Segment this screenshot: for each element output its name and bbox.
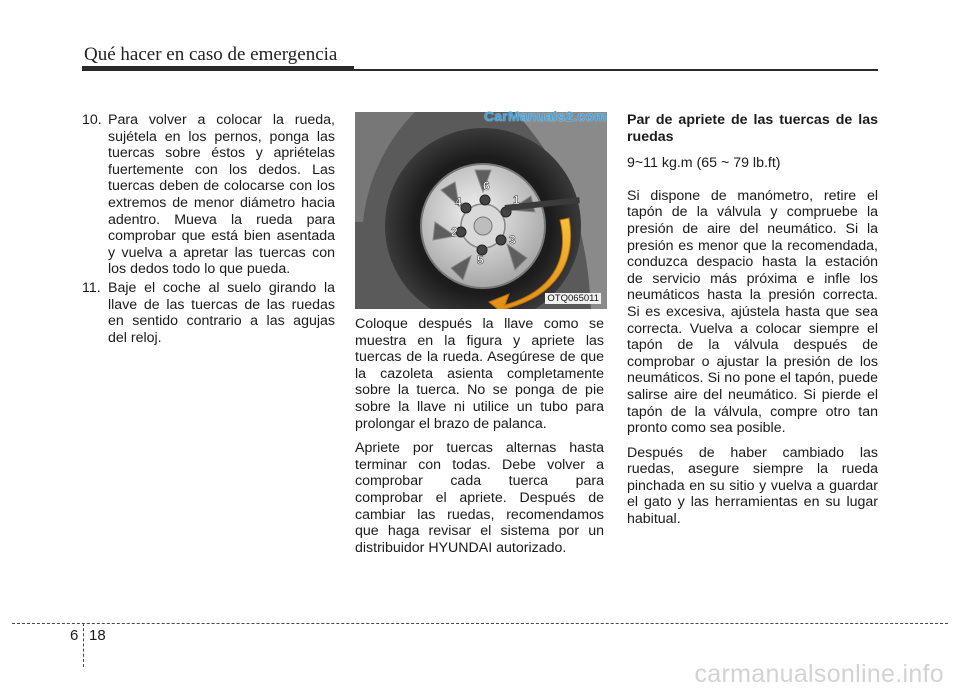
nut-label-1: 1 [513,193,520,207]
figure-watermark: CarManuals2.com [484,108,607,124]
section-heading: Par de apriete de las tuercas de las ruedas [627,112,878,145]
chapter-number: 6 [70,627,79,644]
footer-divider [12,623,948,624]
step-11 [82,280,335,346]
page-header-title: Qué hacer en caso de emergencia [84,44,338,65]
step-number: 10. [82,112,102,128]
middle-column [355,316,604,564]
wheel-nut-tightening-figure [355,112,607,309]
nut-label-6: 6 [483,179,490,193]
figure-code: OTQ065011 [547,293,599,304]
paragraph: Coloque después la llave como se muestra en la figura y apriete las tuercas de la rueda. Asegúrese de que la cazoleta asienta completamente sobre la tuerca. No se ponga de pie sobre la llave ni utilice un tubo para prolongar el brazo de palanca. [355,316,604,432]
nut-label-3: 3 [509,233,516,247]
nut-label-4: 4 [455,195,462,209]
nut-label-2: 2 [451,225,458,239]
torque-value: 9~11 kg.m (65 ~ 79 lb.ft) [627,155,781,172]
footer-watermark: carmanualsonline.info [694,660,944,688]
paragraph: Si dispone de manómetro, retire el tapón de la válvula y compruebe la presión de aire del neumático. Si la presión es menor que la recomendada, conduzca despacio hasta la estación de servicio más próxima e infle los neumáticos hasta la presión correcta. Si es excesiva, ajústela hasta que sea correcta. Vuelva a colocar siempre el tapón de la válvula después de comprobar o ajustar la presión de los neumáticos. Si no pone el tapón, puede salirse aire del neumático. Si pierde el tapón de la válvula, compre otro tan pronto como sea posible. [627,187,878,437]
header-rule-thick [82,66,354,71]
step-text: Baje el coche al suelo girando la llave de las tuercas de las ruedas en sentido contrario a las agujas del reloj. [108,279,335,346]
header-rule-thin [354,69,878,71]
right-column [627,112,878,536]
step-text: Para volver a colocar la rueda, sujétela en los pernos, ponga las tuercas sobre éstos y apriételas fuertemente con los dedos. Las tuercas deben de colocarse con los extremos de menor diámetro hacia adentro. Mueva la rueda para comprobar que está bien asentada y vuelva a apretar las tuercas con los dedos todo lo que pueda. [108,112,335,278]
paragraph: Apriete por tuercas alternas hasta terminar con todas. Debe volver a comprobar cada tuerca para comprobar el apriete. Después de cambiar las ruedas, recomendamos que haga revisar el sistema por un distribuidor HYUNDAI autorizado. [355,440,604,556]
lug-nut-3 [496,235,506,245]
footer-vertical-divider [83,623,84,667]
lug-nut-6 [480,195,490,205]
left-column [82,112,335,348]
lug-nut-4 [461,203,471,213]
paragraph: Después de haber cambiado las ruedas, asegure siempre la rueda pinchada en su sitio y vuelva a guardar el gato y las herramientas en su lugar habitual. [627,444,878,528]
nut-label-5: 5 [477,253,484,267]
step-10 [82,112,335,278]
step-number: 11. [82,279,101,296]
page-number: 18 [89,627,106,644]
wheel-illustration [355,112,607,309]
